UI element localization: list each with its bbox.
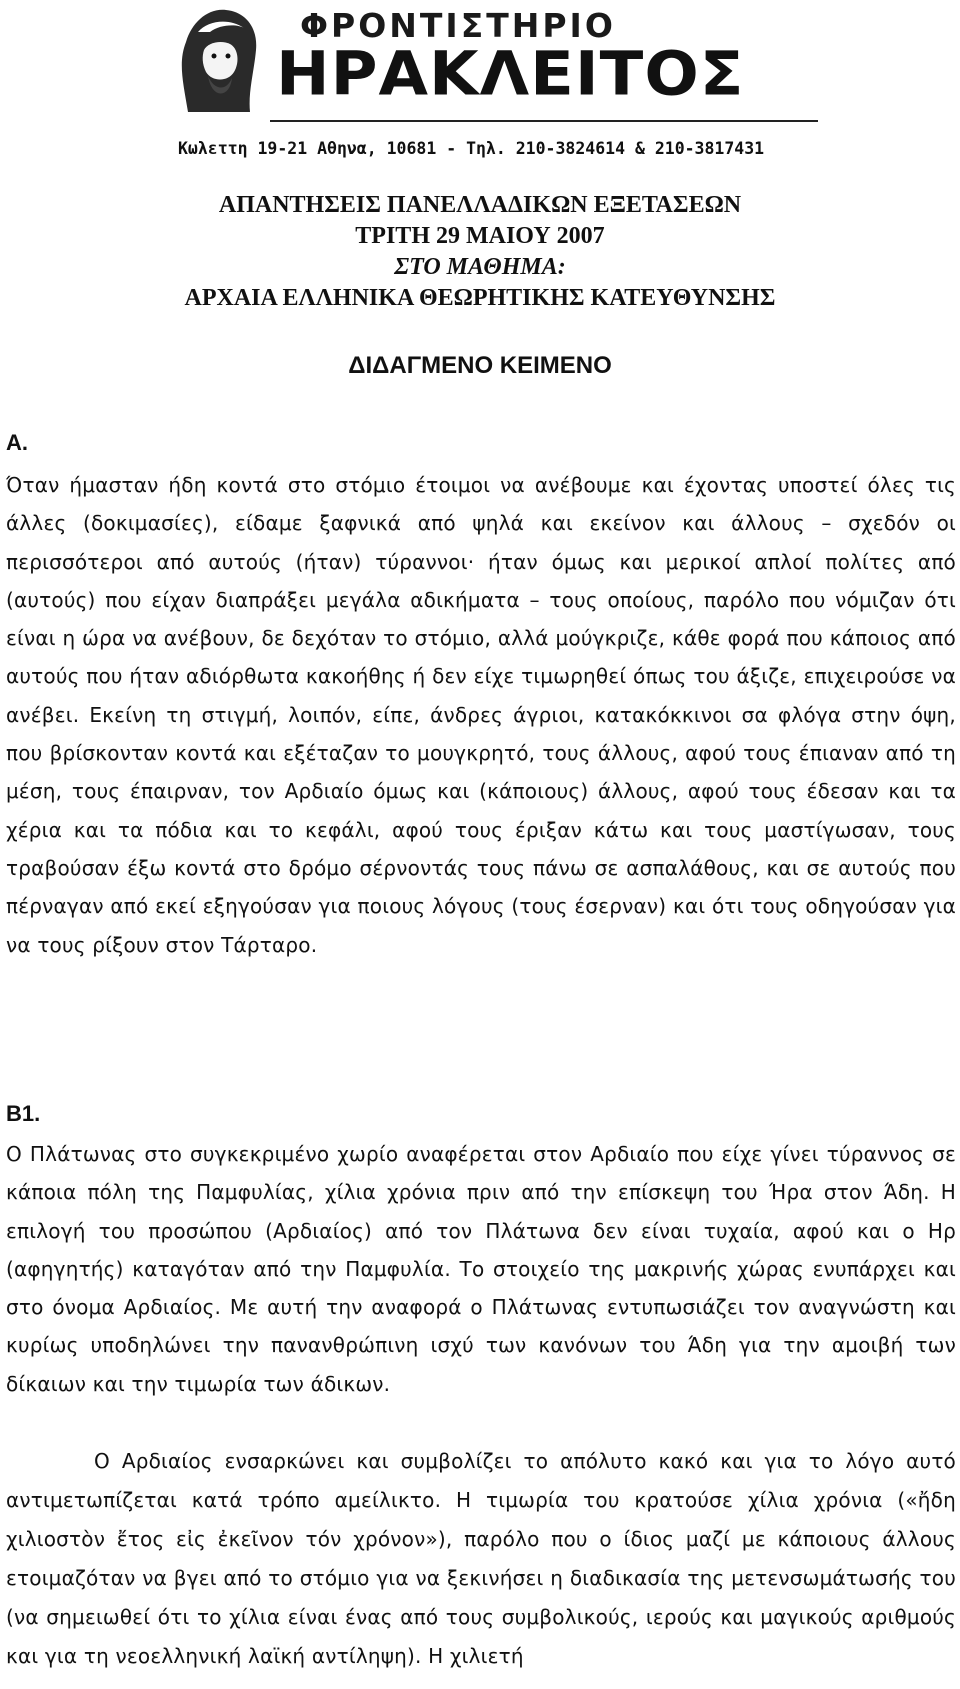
subject-label: ΣΤΟ ΜΑΘΗΜΑ:	[394, 254, 566, 280]
heraclitus-bust-logo	[168, 2, 268, 114]
question-label-a: Α.	[6, 430, 28, 455]
exam-title: ΑΠΑΝΤΗΣΕΙΣ ΠΑΝΕΛΛΑΔΙΚΩΝ ΕΞΕΤΑΣΕΩΝ	[218, 192, 742, 218]
school-label: ΦΡΟΝΤΙΣΤΗΡΙΟ	[300, 6, 616, 45]
exam-title-block	[0, 190, 960, 314]
subject-name: ΑΡΧΑΙΑ ΕΛΛΗΝΙΚΑ ΘΕΩΡΗΤΙΚΗΣ ΚΑΤΕΥΘΥΝΣΗΣ	[184, 285, 776, 311]
contact-address: Κωλεττη 19-21 Αθηνα, 10681 - Τηλ. 210-3824614 & 210-3817431	[178, 139, 765, 158]
answer-paragraph-1: Ο Πλάτωνας στο συγκεκριμένο χωρίο αναφέρεται στον Αρδιαίο που είχε γίνει τύραννος σε κάποια πόλη της Παμφυλίας, χίλια χρόνια πριν από την επίσκεψη του Ήρα στον Άδη. Η επιλογή του προσώπου (Αρδιαίος) από τον Πλάτωνα δεν είναι τυχαία, αφού και ο Ηρ (αφηγητής) καταγόταν από την Παμφυλία. Το στοιχείο της μακρινής χώρας ενυπάρχει και στο όνομα Αρδιαίος. Με αυτή την αναφορά ο Πλάτωνας εντυπωσιάζει τον αναγνώστη και κυρίως υποδηλώνει την πανανθρώπινη ισχύ των κανόνων του Άδη για την αμοιβή των δίκαιων και την τιμωρία των άδικων.	[6, 1142, 956, 1396]
page-header	[0, 0, 960, 135]
question-label-b1: Β1.	[6, 1101, 41, 1126]
answer-paragraph-2: Ο Αρδιαίος ενσαρκώνει και συμβολίζει το απόλυτο κακό και για το λόγο αυτό αντιμετωπίζεται κατά τρόπο αμείλικτο. Η τιμωρία του κρατούσε χίλια χρόνια («ἤδη χιλιοστὸν ἔτος εἰς ἐκεῖνον τόν χρόνον»), παρόλο που ο ίδιος μαζί με κάποιους άλλους ετοιμαζόταν να βγει από το στόμιο για να ξεκινήσει η διαδικασία της μετενσωμάτωσής του (να σημειωθεί ότι το χίλια είναι ένας από τους συμβολικούς, ιερούς και μαγικούς αριθμούς και για τη νεοελληνική λαϊκή αντίληψη). Η χιλιετή	[6, 1449, 956, 1668]
exam-date: ΤΡΙΤΗ 29 ΜΑΙΟΥ 2007	[355, 223, 605, 249]
school-name-logo: ΗΡΑΚΛΕΙΤΟΣ	[276, 39, 745, 110]
header-divider	[270, 120, 818, 122]
translation-paragraph: Όταν ήμασταν ήδη κοντά στο στόμιο έτοιμοι να ανέβουμε και έχοντας υποστεί όλες τις άλλες (δοκιμασίες), είδαμε ξαφνικά από ψηλά και εκείνον και άλλους – σχεδόν οι περισσότεροι από αυτούς (ήταν) τύραννοι· ήταν όμως και μερικοί απλοί πολίτες από (αυτούς) που είχαν διαπράξει μεγάλα αδικήματα – τους οποίους, παρόλο που νόμιζαν ότι είναι η ώρα να ανέβουν, δε δεχόταν το στόμιο, αλλά μούγκριζε, κάθε φορά που κάποιος από αυτούς που ήταν αδιόρθωτα κακοήθης ή δεν είχε τιμωρηθεί όπως του άξιζε, επιχειρούσε να ανέβει. Εκείνη τη στιγμή, λοιπόν, είπε, άνδρες άγριοι, κατακόκκινοι σα φλόγα στην όψη, που βρίσκονταν κοντά και εξέταζαν το μουγκρητό, τους άλλους, αφού τους έπιαναν από τη μέση, τους έπαιρναν, τον Αρδιαίο όμως και (κάποιους) άλλους, αφού τους έδεσαν και τα χέρια και τα πόδια και το κεφάλι, αφού τους έριξαν κάτω και τους μαστίγωσαν, τους τραβούσαν έξω κοντά στο δρόμο σέρνοντάς τους πάνω σε ασπαλάθους, και σε αυτούς που πέρναγαν από εκεί εξηγούσαν για ποιους λόγους (τους έσερναν) και ότι τους οδηγούσαν για να τους ρίξουν στον Τάρταρο.	[6, 473, 956, 957]
section-heading: ΔΙΔΑΓΜΕΝΟ ΚΕΙΜΕΝΟ	[348, 352, 612, 379]
